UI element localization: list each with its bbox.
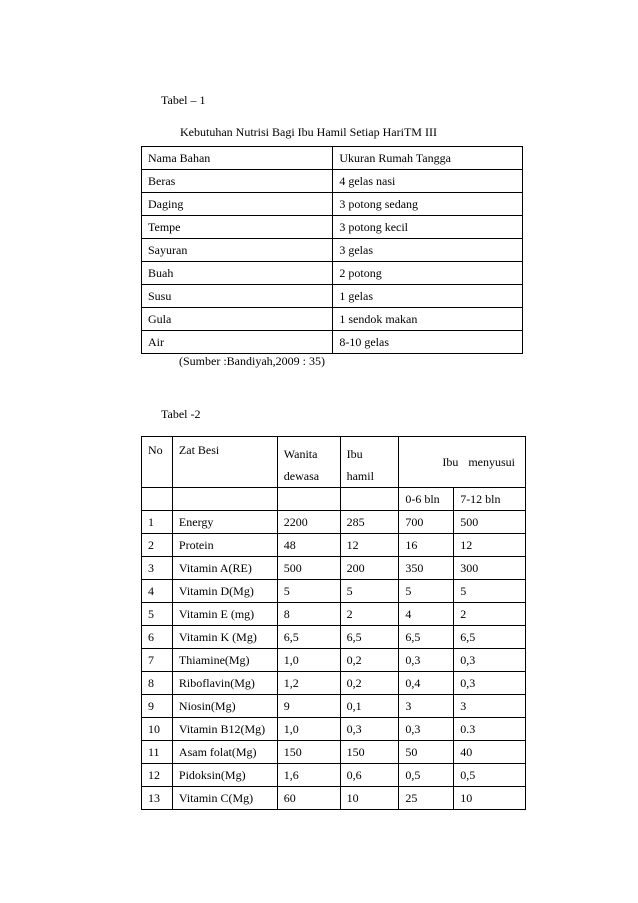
table-cell: Vitamin A(RE): [172, 557, 277, 580]
table-row: [142, 239, 523, 262]
table-cell: 3: [399, 695, 454, 718]
table-cell: Sayuran: [142, 239, 333, 262]
table-cell: 150: [340, 741, 399, 764]
table-cell: 5: [454, 580, 526, 603]
table-cell: 10: [454, 787, 526, 810]
header-no: No: [142, 437, 173, 488]
table2-label: Tabel -2: [161, 407, 201, 421]
table-cell: 5: [142, 603, 173, 626]
table-cell: 25: [399, 787, 454, 810]
table-cell: 8: [142, 672, 173, 695]
table-cell: 3: [454, 695, 526, 718]
table-cell: Daging: [142, 193, 333, 216]
table-row: [142, 787, 526, 810]
table-row: [142, 534, 526, 557]
table-cell: Air: [142, 331, 333, 354]
table-cell: 13: [142, 787, 173, 810]
table-cell: 500: [454, 511, 526, 534]
table-cell: 0.3: [454, 718, 526, 741]
table-cell: 5: [277, 580, 340, 603]
table-row: [142, 331, 523, 354]
table-cell: 9: [277, 695, 340, 718]
empty-cell: [172, 488, 277, 511]
table-header-row: [142, 147, 523, 170]
table-row: [142, 649, 526, 672]
table-cell: Asam folat(Mg): [172, 741, 277, 764]
table-cell: 2: [340, 603, 399, 626]
table-row: [142, 170, 523, 193]
table-row: [142, 285, 523, 308]
table-cell: 2 potong: [333, 262, 523, 285]
table-cell: 1: [142, 511, 173, 534]
table-cell: 6,5: [277, 626, 340, 649]
table-cell: 3: [142, 557, 173, 580]
table-cell: 40: [454, 741, 526, 764]
table-cell: Beras: [142, 170, 333, 193]
header-menyusui: [399, 437, 526, 488]
table-cell: 9: [142, 695, 173, 718]
table-cell: 3 potong sedang: [333, 193, 523, 216]
table-cell: Thiamine(Mg): [172, 649, 277, 672]
table-row: [142, 718, 526, 741]
table-cell: Energy: [172, 511, 277, 534]
table-cell: 6: [142, 626, 173, 649]
table-cell: 4: [142, 580, 173, 603]
table-row: [142, 262, 523, 285]
table-cell: 0,1: [340, 695, 399, 718]
table-row: [142, 695, 526, 718]
table-cell: 1 sendok makan: [333, 308, 523, 331]
table-cell: 350: [399, 557, 454, 580]
table-cell: 12: [142, 764, 173, 787]
table-cell: 60: [277, 787, 340, 810]
table-cell: 8: [277, 603, 340, 626]
table-row: [142, 580, 526, 603]
table-cell: 0,3: [454, 672, 526, 695]
table-cell: Vitamin D(Mg): [172, 580, 277, 603]
header-hamil-line2: hamil: [346, 469, 374, 483]
table-cell: 12: [454, 534, 526, 557]
table-cell: 6,5: [340, 626, 399, 649]
empty-cell: [340, 488, 399, 511]
table-row: [142, 764, 526, 787]
table-subheader-row: [142, 488, 526, 511]
table-cell: 1 gelas: [333, 285, 523, 308]
table-row: [142, 193, 523, 216]
table-cell: 200: [340, 557, 399, 580]
table-cell: 0,4: [399, 672, 454, 695]
table-cell: 5: [340, 580, 399, 603]
table-cell: 2: [454, 603, 526, 626]
table2: [141, 436, 526, 810]
table-cell: Riboflavin(Mg): [172, 672, 277, 695]
subheader-7-12: 7-12 bln: [454, 488, 526, 511]
table-cell: 10: [340, 787, 399, 810]
empty-cell: [277, 488, 340, 511]
table-cell: Vitamin E (mg): [172, 603, 277, 626]
table-cell: 3 potong kecil: [333, 216, 523, 239]
table-cell: 8-10 gelas: [333, 331, 523, 354]
table-row: [142, 216, 523, 239]
empty-cell: [142, 488, 173, 511]
table-cell: 2: [142, 534, 173, 557]
table-cell: 0,3: [340, 718, 399, 741]
table-header-row: [142, 437, 526, 488]
table-row: [142, 672, 526, 695]
subheader-0-6: 0-6 bln: [399, 488, 454, 511]
table-cell: 285: [340, 511, 399, 534]
table-row: [142, 741, 526, 764]
table-cell: 1,6: [277, 764, 340, 787]
table-cell: 12: [340, 534, 399, 557]
table1: [141, 146, 523, 354]
table-cell: 700: [399, 511, 454, 534]
header-zat: Zat Besi: [172, 437, 277, 488]
table1-source: (Sumber :Bandiyah,2009 : 35): [179, 354, 325, 368]
table-cell: 0,3: [399, 649, 454, 672]
table-cell: 5: [399, 580, 454, 603]
table-cell: 0,6: [340, 764, 399, 787]
table1-title: Kebutuhan Nutrisi Bagi Ibu Hamil Setiap HariTM III: [180, 125, 437, 139]
header-menyusui-word: menyusui: [468, 455, 515, 469]
table-cell: Gula: [142, 308, 333, 331]
header-wanita-line1: Wanita: [283, 447, 318, 461]
table-cell: Niosin(Mg): [172, 695, 277, 718]
table-row: [142, 308, 523, 331]
table-cell: 7: [142, 649, 173, 672]
table-cell: 0,2: [340, 672, 399, 695]
table-cell: Vitamin C(Mg): [172, 787, 277, 810]
table-cell: 16: [399, 534, 454, 557]
table-cell: 6,5: [399, 626, 454, 649]
table-cell: 4: [399, 603, 454, 626]
table-cell: 0,5: [454, 764, 526, 787]
table-row: [142, 557, 526, 580]
header-cell: Ukuran Rumah Tangga: [333, 147, 523, 170]
table-cell: 2200: [277, 511, 340, 534]
table1-label: Tabel – 1: [161, 93, 206, 107]
table-cell: 48: [277, 534, 340, 557]
table-cell: Protein: [172, 534, 277, 557]
header-hamil-line1: Ibu: [346, 447, 363, 461]
table-cell: 4 gelas nasi: [333, 170, 523, 193]
table-cell: Buah: [142, 262, 333, 285]
table-cell: 50: [399, 741, 454, 764]
table-cell: Pidoksin(Mg): [172, 764, 277, 787]
table-cell: 500: [277, 557, 340, 580]
table-cell: 300: [454, 557, 526, 580]
table-cell: Susu: [142, 285, 333, 308]
table-cell: 150: [277, 741, 340, 764]
header-hamil: [340, 437, 399, 488]
table-cell: 3 gelas: [333, 239, 523, 262]
header-menyusui-ibu: Ibu: [442, 455, 459, 469]
table-row: [142, 626, 526, 649]
table-cell: Tempe: [142, 216, 333, 239]
table-cell: 0,3: [399, 718, 454, 741]
table-cell: 0,2: [340, 649, 399, 672]
table-cell: 11: [142, 741, 173, 764]
header-cell: Nama Bahan: [142, 147, 333, 170]
table-cell: 6,5: [454, 626, 526, 649]
table-cell: 1,0: [277, 649, 340, 672]
header-wanita-line2: dewasa: [283, 469, 320, 483]
table-cell: 1,2: [277, 672, 340, 695]
header-wanita: [277, 437, 340, 488]
table-cell: Vitamin K (Mg): [172, 626, 277, 649]
table-cell: 10: [142, 718, 173, 741]
table-row: [142, 511, 526, 534]
table-row: [142, 603, 526, 626]
table-cell: 0,5: [399, 764, 454, 787]
table-cell: 0,3: [454, 649, 526, 672]
table-cell: Vitamin B12(Mg): [172, 718, 277, 741]
table-cell: 1,0: [277, 718, 340, 741]
